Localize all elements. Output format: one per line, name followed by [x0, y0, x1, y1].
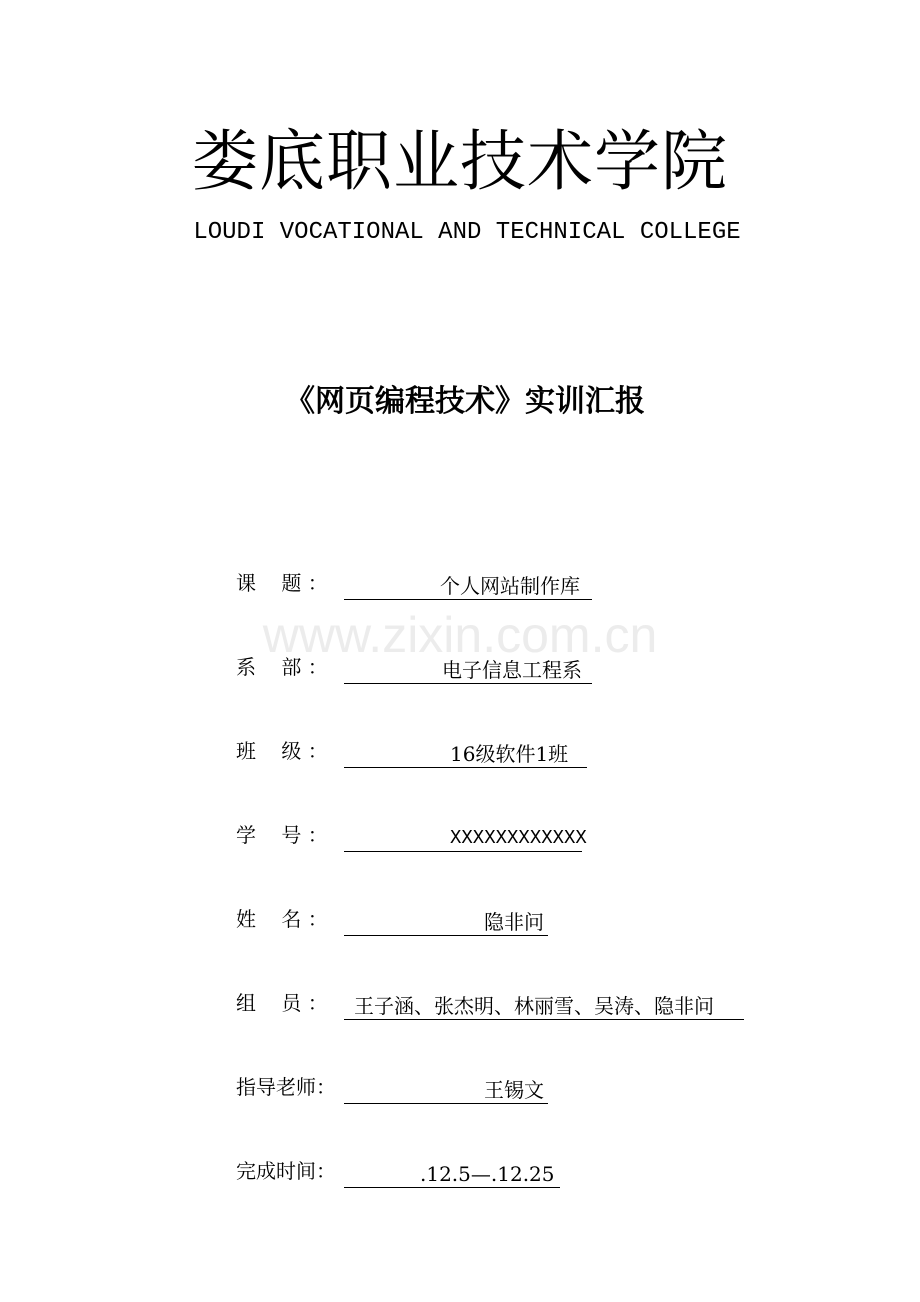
field-department — [236, 650, 592, 684]
field-topic-label: 课 题 ： — [236, 571, 328, 595]
field-name-value: 隐非问 — [344, 909, 548, 936]
field-completion-time-value: .12.5—.12.25 — [344, 1161, 560, 1188]
field-members-label: 组 员 ： — [236, 991, 328, 1015]
field-completion-time-label: 完成时间： — [236, 1159, 336, 1183]
report-title: 《网页编程技术》实训汇报 — [285, 384, 645, 419]
field-advisor — [236, 1070, 548, 1104]
field-student-id-label: 学 号 ： — [236, 823, 328, 847]
field-class-value: 16级软件1班 — [344, 741, 587, 768]
college-name-chinese: 娄底职业技术学院 — [192, 123, 728, 200]
field-topic-value: 个人网站制作库 — [344, 573, 592, 600]
field-name-label: 姓 名 ： — [236, 907, 328, 931]
field-advisor-value: 王锡文 — [344, 1077, 548, 1104]
college-name-english: LOUDI VOCATIONAL AND TECHNICAL COLLEGE — [193, 219, 741, 246]
field-members — [236, 986, 744, 1020]
field-class-label: 班 级 ： — [236, 739, 328, 763]
field-department-value: 电子信息工程系 — [344, 657, 592, 684]
field-advisor-label: 指导老师： — [236, 1075, 336, 1099]
field-completion-time — [236, 1154, 560, 1188]
field-topic — [236, 566, 592, 600]
field-members-value: 王子涵、张杰明、林丽雪、吴涛、隐非问 — [344, 993, 744, 1020]
watermark: www.zixin.com.cn — [262, 607, 658, 663]
field-class — [236, 734, 587, 768]
field-student-id — [236, 818, 587, 852]
field-name — [236, 902, 548, 936]
field-department-label: 系 部 ： — [236, 655, 328, 679]
field-student-id-value: XXXXXXXXXXXX — [344, 825, 582, 852]
